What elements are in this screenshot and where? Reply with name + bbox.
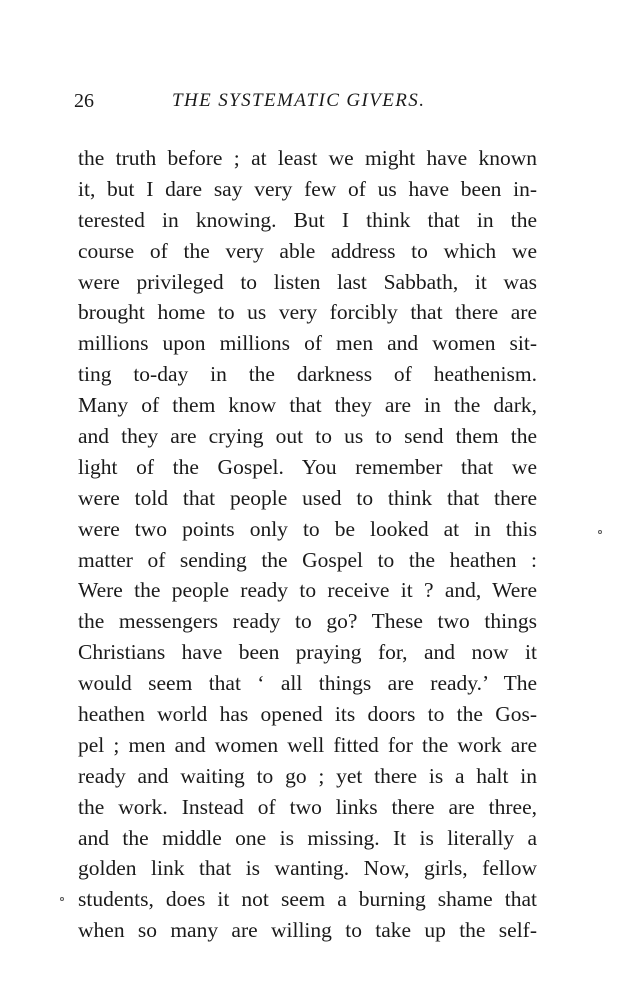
running-title: THE SYSTEMATIC GIVERS. [172, 90, 426, 111]
text-line: the messengers ready to go? These two things [78, 609, 537, 634]
text-line: were privileged to listen last Sabbath, it was [78, 269, 537, 294]
text-line: pel ; men and women well fitted for the work are [78, 732, 537, 757]
text-line: brought home to us very forcibly that there are [78, 300, 537, 325]
text-line: heathen world has opened its doors to the Gos- [78, 702, 537, 727]
body-text [78, 143, 537, 946]
text-line: the work. Instead of two links there are three, [78, 794, 537, 819]
text-line: Christians have been praying for, and now it [78, 640, 537, 665]
text-line: matter of sending the Gospel to the heathen : [78, 547, 537, 572]
text-line: Many of them know that they are in the dark, [78, 393, 537, 418]
text-line: were told that people used to think that there [78, 485, 537, 510]
text-line: the truth before ; at least we might have known [78, 146, 537, 170]
text-line: ting to-day in the darkness of heathenism. [78, 362, 537, 387]
text-line: and they are crying out to us to send them the [78, 424, 537, 449]
page-header [74, 88, 544, 118]
scan-speck [598, 530, 602, 534]
text-line: would seem that ‘ all things are ready.’ The [78, 671, 537, 696]
text-line: terested in knowing. But I think that in the [78, 207, 537, 232]
text-line: golden link that is wanting. Now, girls, fellow [78, 856, 537, 881]
text-line: light of the Gospel. You remember that we [78, 454, 537, 479]
text-line: course of the very able address to which we [78, 238, 537, 263]
text-line: ready and waiting to go ; yet there is a halt in [78, 763, 537, 788]
page-number: 26 [74, 90, 94, 112]
text-line: when so many are willing to take up the self- [78, 918, 537, 943]
text-line: Were the people ready to receive it ? and, Were [78, 578, 537, 603]
text-line: millions upon millions of men and women sit- [78, 331, 537, 356]
scan-speck [60, 897, 64, 901]
text-line: and the middle one is missing. It is literally a [78, 825, 537, 850]
text-line: students, does it not seem a burning shame that [78, 887, 537, 912]
text-line: were two points only to be looked at in this [78, 516, 537, 541]
text-line: it, but I dare say very few of us have been in- [78, 176, 537, 201]
